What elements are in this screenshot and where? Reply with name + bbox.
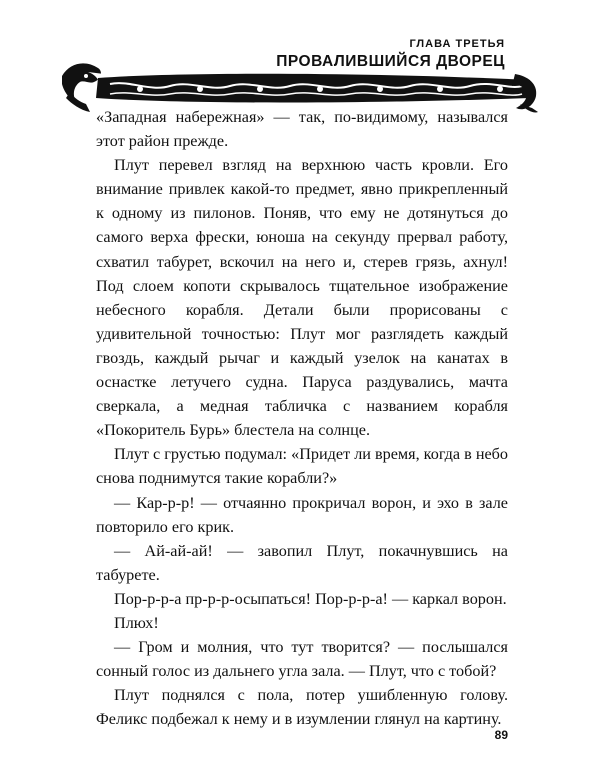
body-text: [96, 105, 508, 731]
paragraph: Плут с грустью подумал: «Придет ли время, когда в небо снова поднимутся такие корабли?»: [96, 445, 508, 488]
chapter-title: ПРОВАЛИВШИЙСЯ ДВОРЕЦ: [276, 53, 505, 70]
paragraph: Пор-р-р-а пр-р-р-осыпаться! Пор-р-р-а! — каркал ворон.: [114, 589, 507, 608]
paragraph: «Западная набережная» — так, по-видимому, назывался этот район прежде.: [96, 108, 508, 151]
paragraph: — Кар-р-р! — отчаянно прокричал ворон, и эхо в зале повторило его крик.: [96, 493, 508, 536]
paragraph: Плюх!: [114, 613, 159, 632]
page-number: 89: [494, 728, 508, 742]
paragraph: — Ай-ай-ай! — завопил Плут, покачнувшись на табурете.: [96, 541, 508, 584]
chapter-label: ГЛАВА ТРЕТЬЯ: [409, 38, 505, 50]
ornament-band: [96, 74, 530, 103]
paragraph: — Гром и молния, что тут творится? — послышался сонный голос из дальнего угла зала. — Плут, что с тобой?: [96, 638, 508, 681]
paragraph: Плут перевел взгляд на верхнюю часть кровли. Его внимание привлек какой-то предмет, явно прикрепленный к одному из пилонов. Поняв, что ему не дотянуться до самого верха фрески, юноша на секунду прервал работу, схватил табурет, вскочил на него и, стерев грязь, ахнул! Под слоем копоти скрывалось тщательное изображение небесного корабля. Детали были прорисованы с удивительной точностью: Плут мог разглядеть каждый гвоздь, каждый рычаг и каждый узелок на канатах в оснастке летучего судна. Паруса раздувались, мачта сверкала, а медная табличка с названием корабля «Покоритель Бурь» блестела на солнце.: [96, 156, 508, 440]
paragraph: Плут поднялся с пола, потер ушибленную голову. Феликс подбежал к нему и в изумлении глянул на картину.: [96, 686, 508, 729]
